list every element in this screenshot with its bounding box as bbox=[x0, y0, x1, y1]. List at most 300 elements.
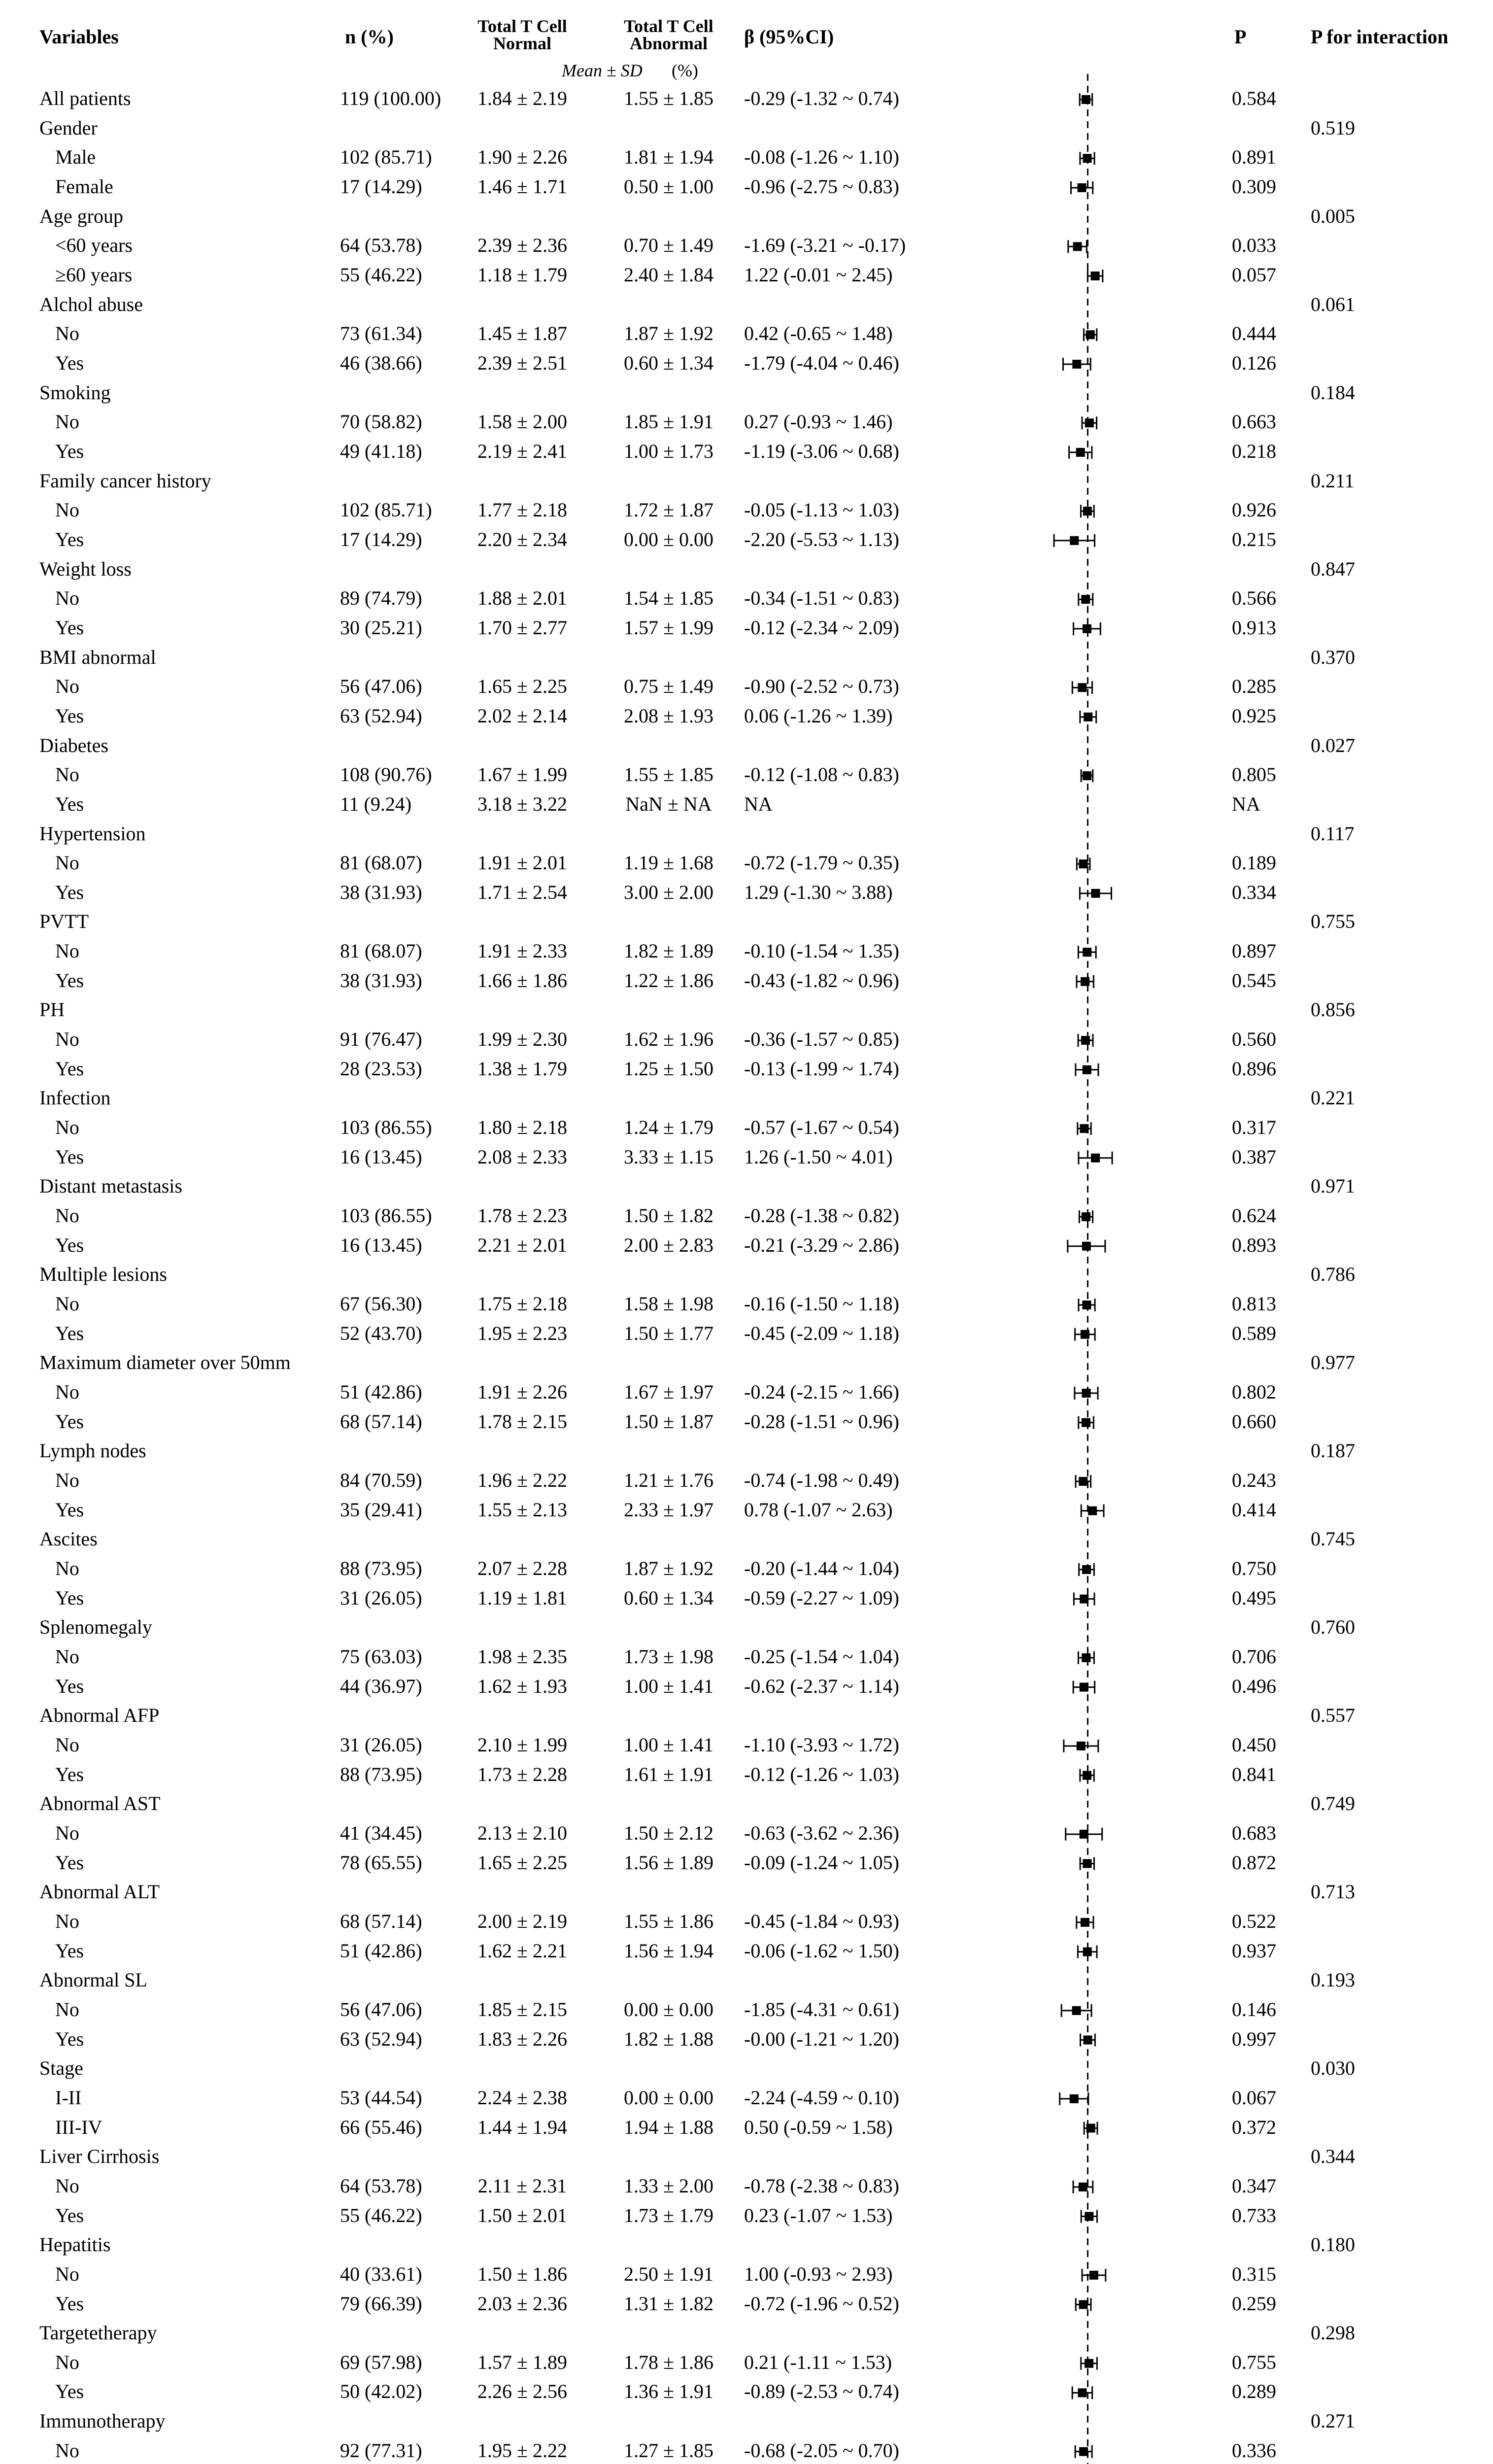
p-interaction-value: 0.713 bbox=[1311, 1881, 1355, 1903]
p-value-cell: 0.215 bbox=[1232, 528, 1276, 550]
row-label: Yes bbox=[55, 1498, 84, 1521]
header-p: P bbox=[1234, 26, 1247, 48]
beta-ci-cell: -0.34 (-1.51 ~ 0.83) bbox=[744, 587, 899, 610]
group-label: Maximum diameter over 50mm bbox=[39, 1351, 291, 1374]
p-value-cell: 0.802 bbox=[1232, 1381, 1276, 1403]
n-percent-cell: 108 (90.76) bbox=[340, 763, 432, 786]
normal-mean-sd-cell: 1.62 ± 1.93 bbox=[477, 1675, 567, 1697]
normal-mean-sd-cell: 1.77 ± 2.18 bbox=[477, 499, 567, 521]
row-label: Yes bbox=[55, 528, 84, 550]
beta-ci-cell: -0.43 (-1.82 ~ 0.96) bbox=[744, 969, 899, 992]
row-label: No bbox=[55, 1116, 79, 1139]
row-label: No bbox=[55, 499, 79, 521]
row-label: No bbox=[55, 1557, 79, 1579]
n-percent-cell: 63 (52.94) bbox=[340, 704, 422, 727]
point-estimate bbox=[1078, 183, 1086, 192]
point-estimate bbox=[1070, 536, 1079, 545]
p-value-cell: 0.813 bbox=[1232, 1293, 1276, 1315]
abnormal-mean-sd-cell: 1.21 ± 1.76 bbox=[624, 1469, 713, 1492]
normal-mean-sd-cell: 1.91 ± 2.01 bbox=[477, 852, 567, 874]
row-label: Yes bbox=[55, 1410, 84, 1433]
normal-mean-sd-cell: 2.24 ± 2.38 bbox=[477, 2086, 567, 2109]
n-percent-cell: 92 (77.31) bbox=[340, 2439, 422, 2462]
normal-mean-sd-cell: 1.45 ± 1.87 bbox=[477, 322, 567, 345]
n-percent-cell: 51 (42.86) bbox=[340, 1381, 422, 1403]
n-percent-cell: 88 (73.95) bbox=[340, 1763, 422, 1785]
normal-mean-sd-cell: 2.02 ± 2.14 bbox=[477, 704, 567, 727]
row-label: No bbox=[55, 940, 79, 962]
group-label: Multiple lesions bbox=[39, 1263, 167, 1286]
normal-mean-sd-cell: 1.38 ± 1.79 bbox=[477, 1057, 567, 1080]
point-estimate bbox=[1085, 2359, 1093, 2368]
beta-ci-cell: -0.25 (-1.54 ~ 1.04) bbox=[744, 1645, 899, 1668]
row-label: Yes bbox=[55, 1851, 84, 1874]
beta-ci-cell: -0.12 (-2.34 ~ 2.09) bbox=[744, 616, 899, 639]
row-label: Yes bbox=[55, 2292, 84, 2315]
header-variables: Variables bbox=[39, 26, 119, 48]
abnormal-mean-sd-cell: 1.87 ± 1.92 bbox=[624, 322, 713, 345]
row-label: No bbox=[55, 1028, 79, 1051]
beta-ci-cell: 0.27 (-0.93 ~ 1.46) bbox=[744, 411, 893, 433]
n-percent-cell: 119 (100.00) bbox=[340, 87, 441, 109]
abnormal-mean-sd-cell: 1.73 ± 1.79 bbox=[624, 2204, 713, 2226]
group-label: Ascites bbox=[39, 1528, 98, 1550]
p-value-cell: 0.057 bbox=[1232, 263, 1276, 286]
n-percent-cell: 63 (52.94) bbox=[340, 2027, 422, 2050]
header-p-interaction: P for interaction bbox=[1311, 26, 1449, 48]
p-value-cell: 0.937 bbox=[1232, 1939, 1276, 1962]
normal-mean-sd-cell: 1.67 ± 1.99 bbox=[477, 763, 567, 786]
point-estimate bbox=[1082, 1389, 1091, 1398]
row-label: Yes bbox=[55, 969, 84, 992]
abnormal-mean-sd-cell: 1.73 ± 1.98 bbox=[624, 1645, 713, 1668]
row-label: Yes bbox=[55, 1145, 84, 1168]
row-label: No bbox=[55, 411, 79, 433]
n-percent-cell: 31 (26.05) bbox=[340, 1586, 422, 1609]
normal-mean-sd-cell: 1.95 ± 2.23 bbox=[477, 1322, 567, 1344]
group-label: Diabetes bbox=[39, 734, 108, 756]
row-label: Yes bbox=[55, 1675, 84, 1697]
row-label: No bbox=[55, 1910, 79, 1932]
normal-mean-sd-cell: 2.08 ± 2.33 bbox=[477, 1145, 567, 1168]
p-interaction-value: 0.298 bbox=[1311, 2322, 1355, 2344]
point-estimate bbox=[1070, 2094, 1079, 2103]
abnormal-mean-sd-cell: 1.54 ± 1.85 bbox=[624, 587, 713, 610]
group-label: PH bbox=[39, 998, 65, 1021]
row-label: No bbox=[55, 1645, 79, 1668]
group-label: Hepatitis bbox=[39, 2233, 111, 2256]
p-interaction-value: 0.370 bbox=[1311, 646, 1355, 668]
row-label: No bbox=[55, 2262, 79, 2285]
n-percent-cell: 52 (43.70) bbox=[340, 1322, 422, 1344]
p-interaction-value: 0.755 bbox=[1311, 910, 1355, 933]
p-value-cell: 0.146 bbox=[1232, 1998, 1276, 2020]
row-label: Yes bbox=[55, 2380, 84, 2403]
abnormal-mean-sd-cell: 1.61 ± 1.91 bbox=[624, 1763, 713, 1785]
point-estimate bbox=[1082, 1418, 1090, 1427]
header-abnormal-line1: Total T Cell bbox=[624, 16, 713, 36]
p-value-cell: 0.683 bbox=[1232, 1821, 1276, 1844]
p-interaction-value: 0.027 bbox=[1311, 734, 1355, 756]
normal-mean-sd-cell: 1.62 ± 2.21 bbox=[477, 1939, 567, 1962]
beta-ci-cell: -0.45 (-1.84 ~ 0.93) bbox=[744, 1910, 899, 1932]
point-estimate bbox=[1079, 1477, 1087, 1486]
normal-mean-sd-cell: 1.66 ± 1.86 bbox=[477, 969, 567, 992]
p-value-cell: 0.925 bbox=[1232, 704, 1276, 727]
beta-ci-cell: 1.22 (-0.01 ~ 2.45) bbox=[744, 263, 893, 286]
abnormal-mean-sd-cell: 2.40 ± 1.84 bbox=[624, 263, 713, 286]
point-estimate bbox=[1079, 2300, 1088, 2309]
n-percent-cell: 53 (44.54) bbox=[340, 2086, 422, 2109]
group-label: Alchol abuse bbox=[39, 293, 143, 315]
abnormal-mean-sd-cell: 1.56 ± 1.94 bbox=[624, 1939, 713, 1962]
normal-mean-sd-cell: 2.21 ± 2.01 bbox=[477, 1233, 567, 1256]
beta-ci-cell: -1.19 (-3.06 ~ 0.68) bbox=[744, 440, 899, 462]
normal-mean-sd-cell: 1.65 ± 2.25 bbox=[477, 675, 567, 698]
row-label: Yes bbox=[55, 881, 84, 903]
beta-ci-cell: -0.00 (-1.21 ~ 1.20) bbox=[744, 2027, 899, 2050]
n-percent-cell: 78 (65.55) bbox=[340, 1851, 422, 1874]
row-label: All patients bbox=[39, 87, 131, 109]
p-value-cell: 0.913 bbox=[1232, 616, 1276, 639]
n-percent-cell: 17 (14.29) bbox=[340, 528, 422, 550]
subheader-unit: (%) bbox=[672, 61, 698, 80]
normal-mean-sd-cell: 1.98 ± 2.35 bbox=[477, 1645, 567, 1668]
row-label: I-II bbox=[55, 2086, 82, 2109]
normal-mean-sd-cell: 2.26 ± 2.56 bbox=[477, 2380, 567, 2403]
p-interaction-value: 0.005 bbox=[1311, 205, 1355, 227]
beta-ci-cell: -0.20 (-1.44 ~ 1.04) bbox=[744, 1557, 899, 1579]
abnormal-mean-sd-cell: 1.56 ± 1.89 bbox=[624, 1851, 713, 1874]
point-estimate bbox=[1073, 242, 1082, 251]
p-value-cell: 0.750 bbox=[1232, 1557, 1276, 1579]
p-value-cell: 0.805 bbox=[1232, 763, 1276, 786]
row-label: No bbox=[55, 675, 79, 698]
abnormal-mean-sd-cell: 0.60 ± 1.34 bbox=[624, 351, 713, 374]
p-value-cell: 0.897 bbox=[1232, 940, 1276, 962]
beta-ci-cell: -0.16 (-1.50 ~ 1.18) bbox=[744, 1293, 899, 1315]
n-percent-cell: 67 (56.30) bbox=[340, 1293, 422, 1315]
abnormal-mean-sd-cell: 3.33 ± 1.15 bbox=[624, 1145, 713, 1168]
n-percent-cell: 50 (42.02) bbox=[340, 2380, 422, 2403]
group-label: Smoking bbox=[39, 381, 111, 404]
point-estimate bbox=[1079, 2447, 1088, 2456]
n-percent-cell: 51 (42.86) bbox=[340, 1939, 422, 1962]
abnormal-mean-sd-cell: 1.36 ± 1.91 bbox=[624, 2380, 713, 2403]
p-value-cell: 0.189 bbox=[1232, 852, 1276, 874]
point-estimate bbox=[1082, 1242, 1091, 1251]
point-estimate bbox=[1091, 1154, 1100, 1163]
abnormal-mean-sd-cell: 0.00 ± 0.00 bbox=[624, 2086, 713, 2109]
p-value-cell: 0.893 bbox=[1232, 1233, 1276, 1256]
abnormal-mean-sd-cell: 1.27 ± 1.85 bbox=[624, 2439, 713, 2462]
abnormal-mean-sd-cell: NaN ± NA bbox=[625, 792, 712, 815]
p-interaction-value: 0.187 bbox=[1311, 1439, 1355, 1462]
beta-ci-cell: -0.08 (-1.26 ~ 1.10) bbox=[744, 146, 899, 169]
p-value-cell: 0.387 bbox=[1232, 1145, 1276, 1168]
n-percent-cell: 103 (86.55) bbox=[340, 1116, 432, 1139]
p-value-cell: 0.259 bbox=[1232, 2292, 1276, 2315]
beta-ci-cell: -0.45 (-2.09 ~ 1.18) bbox=[744, 1322, 899, 1344]
normal-mean-sd-cell: 1.80 ± 2.18 bbox=[477, 1116, 567, 1139]
abnormal-mean-sd-cell: 1.82 ± 1.89 bbox=[624, 940, 713, 962]
abnormal-mean-sd-cell: 1.78 ± 1.86 bbox=[624, 2351, 713, 2373]
p-interaction-value: 0.786 bbox=[1311, 1263, 1355, 1286]
p-value-cell: 0.522 bbox=[1232, 1910, 1276, 1932]
p-value-cell: 0.496 bbox=[1232, 1675, 1276, 1697]
abnormal-mean-sd-cell: 2.00 ± 2.83 bbox=[624, 1233, 713, 1256]
row-label: No bbox=[55, 1293, 79, 1315]
n-percent-cell: 11 (9.24) bbox=[340, 792, 412, 815]
n-percent-cell: 88 (73.95) bbox=[340, 1557, 422, 1579]
point-estimate bbox=[1082, 1212, 1090, 1221]
beta-ci-cell: -0.06 (-1.62 ~ 1.50) bbox=[744, 1939, 899, 1962]
point-estimate bbox=[1072, 2006, 1081, 2015]
point-estimate bbox=[1082, 95, 1090, 104]
p-value-cell: 0.315 bbox=[1232, 2262, 1276, 2285]
beta-ci-cell: -0.28 (-1.38 ~ 0.82) bbox=[744, 1204, 899, 1227]
beta-ci-cell: -0.05 (-1.13 ~ 1.03) bbox=[744, 499, 899, 521]
normal-mean-sd-cell: 1.71 ± 2.54 bbox=[477, 881, 567, 903]
abnormal-mean-sd-cell: 1.31 ± 1.82 bbox=[624, 2292, 713, 2315]
p-interaction-value: 0.193 bbox=[1311, 1969, 1355, 1991]
p-value-cell: 0.285 bbox=[1232, 675, 1276, 698]
abnormal-mean-sd-cell: 1.50 ± 1.77 bbox=[624, 1322, 713, 1344]
abnormal-mean-sd-cell: 1.87 ± 1.92 bbox=[624, 1557, 713, 1579]
n-percent-cell: 102 (85.71) bbox=[340, 146, 432, 169]
normal-mean-sd-cell: 2.07 ± 2.28 bbox=[477, 1557, 567, 1579]
beta-ci-cell: 0.50 (-0.59 ~ 1.58) bbox=[744, 2116, 893, 2138]
beta-ci-cell: -0.10 (-1.54 ~ 1.35) bbox=[744, 940, 899, 962]
group-label: Weight loss bbox=[39, 557, 132, 580]
normal-mean-sd-cell: 1.50 ± 1.86 bbox=[477, 2262, 567, 2285]
abnormal-mean-sd-cell: 0.50 ± 1.00 bbox=[624, 175, 713, 198]
point-estimate bbox=[1083, 1065, 1091, 1074]
abnormal-mean-sd-cell: 1.67 ± 1.97 bbox=[624, 1381, 713, 1403]
n-percent-cell: 28 (23.53) bbox=[340, 1057, 422, 1080]
abnormal-mean-sd-cell: 1.85 ± 1.91 bbox=[624, 411, 713, 433]
abnormal-mean-sd-cell: 1.00 ± 1.41 bbox=[624, 1733, 713, 1756]
normal-mean-sd-cell: 1.50 ± 2.01 bbox=[477, 2204, 567, 2226]
p-value-cell: 0.660 bbox=[1232, 1410, 1276, 1433]
abnormal-mean-sd-cell: 1.25 ± 1.50 bbox=[624, 1057, 713, 1080]
beta-ci-cell: -1.10 (-3.93 ~ 1.72) bbox=[744, 1733, 899, 1756]
beta-ci-cell: -0.12 (-1.08 ~ 0.83) bbox=[744, 763, 899, 786]
n-percent-cell: 55 (46.22) bbox=[340, 263, 422, 286]
n-percent-cell: 56 (47.06) bbox=[340, 1998, 422, 2020]
beta-ci-cell: -0.72 (-1.79 ~ 0.35) bbox=[744, 852, 899, 874]
p-value-cell: 0.309 bbox=[1232, 175, 1276, 198]
p-value-cell: 0.755 bbox=[1232, 2351, 1276, 2373]
p-interaction-value: 0.344 bbox=[1311, 2145, 1355, 2168]
p-interaction-value: 0.180 bbox=[1311, 2233, 1355, 2256]
group-label: Stage bbox=[39, 2057, 83, 2080]
row-label: No bbox=[55, 1204, 79, 1227]
p-value-cell: 0.896 bbox=[1232, 1057, 1276, 1080]
p-value-cell: 0.733 bbox=[1232, 2204, 1276, 2226]
abnormal-mean-sd-cell: 1.50 ± 1.82 bbox=[624, 1204, 713, 1227]
p-value-cell: 0.706 bbox=[1232, 1645, 1276, 1668]
normal-mean-sd-cell: 2.11 ± 2.31 bbox=[477, 2174, 567, 2197]
row-label: No bbox=[55, 1381, 79, 1403]
n-percent-cell: 89 (74.79) bbox=[340, 587, 422, 610]
beta-ci-cell: -0.90 (-2.52 ~ 0.73) bbox=[744, 675, 899, 698]
normal-mean-sd-cell: 1.78 ± 2.23 bbox=[477, 1204, 567, 1227]
p-value-cell: 0.450 bbox=[1232, 1733, 1276, 1756]
group-label: Abnormal AST bbox=[39, 1792, 161, 1815]
p-value-cell: 0.560 bbox=[1232, 1028, 1276, 1051]
beta-ci-cell: -0.57 (-1.67 ~ 0.54) bbox=[744, 1116, 899, 1139]
beta-ci-cell: -0.68 (-2.05 ~ 0.70) bbox=[744, 2439, 899, 2462]
p-value-cell: 0.566 bbox=[1232, 587, 1276, 610]
row-label: No bbox=[55, 1469, 79, 1492]
point-estimate bbox=[1088, 1506, 1097, 1515]
n-percent-cell: 44 (36.97) bbox=[340, 1675, 422, 1697]
p-value-cell: 0.872 bbox=[1232, 1851, 1276, 1874]
group-label: Targetetherapy bbox=[39, 2322, 157, 2344]
row-label: No bbox=[55, 1821, 79, 1844]
p-value-cell: 0.926 bbox=[1232, 499, 1276, 521]
abnormal-mean-sd-cell: 1.55 ± 1.85 bbox=[624, 763, 713, 786]
beta-ci-cell: -0.72 (-1.96 ~ 0.52) bbox=[744, 2292, 899, 2315]
p-interaction-value: 0.221 bbox=[1311, 1087, 1355, 1109]
group-label: PVTT bbox=[39, 910, 89, 933]
beta-ci-cell: -2.20 (-5.53 ~ 1.13) bbox=[744, 528, 899, 550]
abnormal-mean-sd-cell: 1.22 ± 1.86 bbox=[624, 969, 713, 992]
row-label: Yes bbox=[55, 1763, 84, 1785]
n-percent-cell: 17 (14.29) bbox=[340, 175, 422, 198]
row-label: No bbox=[55, 587, 79, 610]
abnormal-mean-sd-cell: 1.55 ± 1.85 bbox=[624, 87, 713, 109]
point-estimate bbox=[1076, 448, 1085, 457]
normal-mean-sd-cell: 2.13 ± 2.10 bbox=[477, 1821, 567, 1844]
point-estimate bbox=[1077, 1742, 1086, 1750]
beta-ci-cell: -0.12 (-1.26 ~ 1.03) bbox=[744, 1763, 899, 1785]
point-estimate bbox=[1078, 683, 1086, 692]
p-interaction-value: 0.030 bbox=[1311, 2057, 1355, 2080]
row-label: Male bbox=[55, 146, 96, 169]
beta-ci-cell: -0.74 (-1.98 ~ 0.49) bbox=[744, 1469, 899, 1492]
row-label: Yes bbox=[55, 1586, 84, 1609]
point-estimate bbox=[1079, 2183, 1087, 2191]
beta-ci-cell: -0.09 (-1.24 ~ 1.05) bbox=[744, 1851, 899, 1874]
row-label: No bbox=[55, 1998, 79, 2020]
p-value-cell: 0.289 bbox=[1232, 2380, 1276, 2403]
beta-ci-cell: 0.42 (-0.65 ~ 1.48) bbox=[744, 322, 893, 345]
beta-ci-cell: 0.06 (-1.26 ~ 1.39) bbox=[744, 704, 893, 727]
beta-ci-cell: -0.29 (-1.32 ~ 0.74) bbox=[744, 87, 899, 109]
normal-mean-sd-cell: 2.19 ± 2.41 bbox=[477, 440, 567, 462]
row-label: No bbox=[55, 322, 79, 345]
n-percent-cell: 68 (57.14) bbox=[340, 1410, 422, 1433]
beta-ci-cell: -0.62 (-2.37 ~ 1.14) bbox=[744, 1675, 899, 1697]
n-percent-cell: 81 (68.07) bbox=[340, 940, 422, 962]
group-label: BMI abnormal bbox=[39, 646, 156, 668]
p-interaction-value: 0.061 bbox=[1311, 293, 1355, 315]
p-interaction-value: 0.760 bbox=[1311, 1616, 1355, 1639]
abnormal-mean-sd-cell: 1.94 ± 1.88 bbox=[624, 2116, 713, 2138]
p-value-cell: 0.317 bbox=[1232, 1116, 1276, 1139]
abnormal-mean-sd-cell: 1.00 ± 1.73 bbox=[624, 440, 713, 462]
group-label: Abnormal ALT bbox=[39, 1881, 160, 1903]
group-label: Immunotherapy bbox=[39, 2410, 166, 2432]
row-label: Female bbox=[55, 175, 113, 198]
row-label: No bbox=[55, 2174, 79, 2197]
point-estimate bbox=[1089, 2271, 1098, 2280]
p-interaction-value: 0.847 bbox=[1311, 557, 1355, 580]
p-value-cell: 0.334 bbox=[1232, 881, 1276, 903]
abnormal-mean-sd-cell: 1.58 ± 1.98 bbox=[624, 1293, 713, 1315]
row-label: No bbox=[55, 763, 79, 786]
p-interaction-value: 0.856 bbox=[1311, 998, 1355, 1021]
row-label: Yes bbox=[55, 2204, 84, 2226]
n-percent-cell: 68 (57.14) bbox=[340, 1910, 422, 1932]
p-value-cell: 0.997 bbox=[1232, 2027, 1276, 2050]
normal-mean-sd-cell: 1.78 ± 2.15 bbox=[477, 1410, 567, 1433]
row-label: Yes bbox=[55, 1322, 84, 1344]
point-estimate bbox=[1091, 889, 1100, 898]
normal-mean-sd-cell: 1.95 ± 2.22 bbox=[477, 2439, 567, 2462]
p-value-cell: 0.444 bbox=[1232, 322, 1276, 345]
row-label: Yes bbox=[55, 1233, 84, 1256]
n-percent-cell: 40 (33.61) bbox=[340, 2262, 422, 2285]
beta-ci-cell: NA bbox=[744, 792, 773, 815]
group-label: Distant metastasis bbox=[39, 1175, 182, 1198]
p-value-cell: 0.584 bbox=[1232, 87, 1276, 109]
n-percent-cell: 16 (13.45) bbox=[340, 1145, 422, 1168]
header-abnormal-line2: Abnormal bbox=[629, 34, 708, 53]
normal-mean-sd-cell: 1.57 ± 1.89 bbox=[477, 2351, 567, 2373]
p-interaction-value: 0.117 bbox=[1311, 822, 1355, 845]
header-n: n (%) bbox=[345, 26, 394, 48]
abnormal-mean-sd-cell: 3.00 ± 2.00 bbox=[624, 881, 713, 903]
point-estimate bbox=[1081, 595, 1090, 604]
group-label: Abnormal AFP bbox=[39, 1704, 160, 1727]
point-estimate bbox=[1085, 418, 1094, 427]
row-label: No bbox=[55, 852, 79, 874]
abnormal-mean-sd-cell: 0.00 ± 0.00 bbox=[624, 528, 713, 550]
normal-mean-sd-cell: 1.83 ± 2.26 bbox=[477, 2027, 567, 2050]
p-value-cell: 0.033 bbox=[1232, 234, 1276, 257]
header-normal-line2: Normal bbox=[493, 34, 551, 53]
p-value-cell: 0.589 bbox=[1232, 1322, 1276, 1344]
p-value-cell: 0.414 bbox=[1232, 1498, 1276, 1521]
normal-mean-sd-cell: 3.18 ± 3.22 bbox=[477, 792, 567, 815]
n-percent-cell: 69 (57.98) bbox=[340, 2351, 422, 2373]
point-estimate bbox=[1083, 1300, 1091, 1309]
p-value-cell: 0.372 bbox=[1232, 2116, 1276, 2138]
n-percent-cell: 35 (29.41) bbox=[340, 1498, 422, 1521]
p-value-cell: 0.243 bbox=[1232, 1469, 1276, 1492]
normal-mean-sd-cell: 1.99 ± 2.30 bbox=[477, 1028, 567, 1051]
p-interaction-value: 0.749 bbox=[1311, 1792, 1355, 1815]
p-value-cell: 0.067 bbox=[1232, 2086, 1276, 2109]
abnormal-mean-sd-cell: 1.19 ± 1.68 bbox=[624, 852, 713, 874]
p-value-cell: 0.495 bbox=[1232, 1586, 1276, 1609]
abnormal-mean-sd-cell: 1.81 ± 1.94 bbox=[624, 146, 713, 169]
n-percent-cell: 31 (26.05) bbox=[340, 1733, 422, 1756]
normal-mean-sd-cell: 1.46 ± 1.71 bbox=[477, 175, 567, 198]
beta-ci-cell: -0.24 (-2.15 ~ 1.66) bbox=[744, 1381, 899, 1403]
n-percent-cell: 91 (76.47) bbox=[340, 1028, 422, 1051]
p-value-cell: 0.841 bbox=[1232, 1763, 1276, 1785]
normal-mean-sd-cell: 2.20 ± 2.34 bbox=[477, 528, 567, 550]
beta-ci-cell: -0.63 (-3.62 ~ 2.36) bbox=[744, 1821, 899, 1844]
normal-mean-sd-cell: 2.10 ± 1.99 bbox=[477, 1733, 567, 1756]
abnormal-mean-sd-cell: 2.08 ± 1.93 bbox=[624, 704, 713, 727]
beta-ci-cell: 1.29 (-1.30 ~ 3.88) bbox=[744, 881, 893, 903]
row-label: Yes bbox=[55, 704, 84, 727]
